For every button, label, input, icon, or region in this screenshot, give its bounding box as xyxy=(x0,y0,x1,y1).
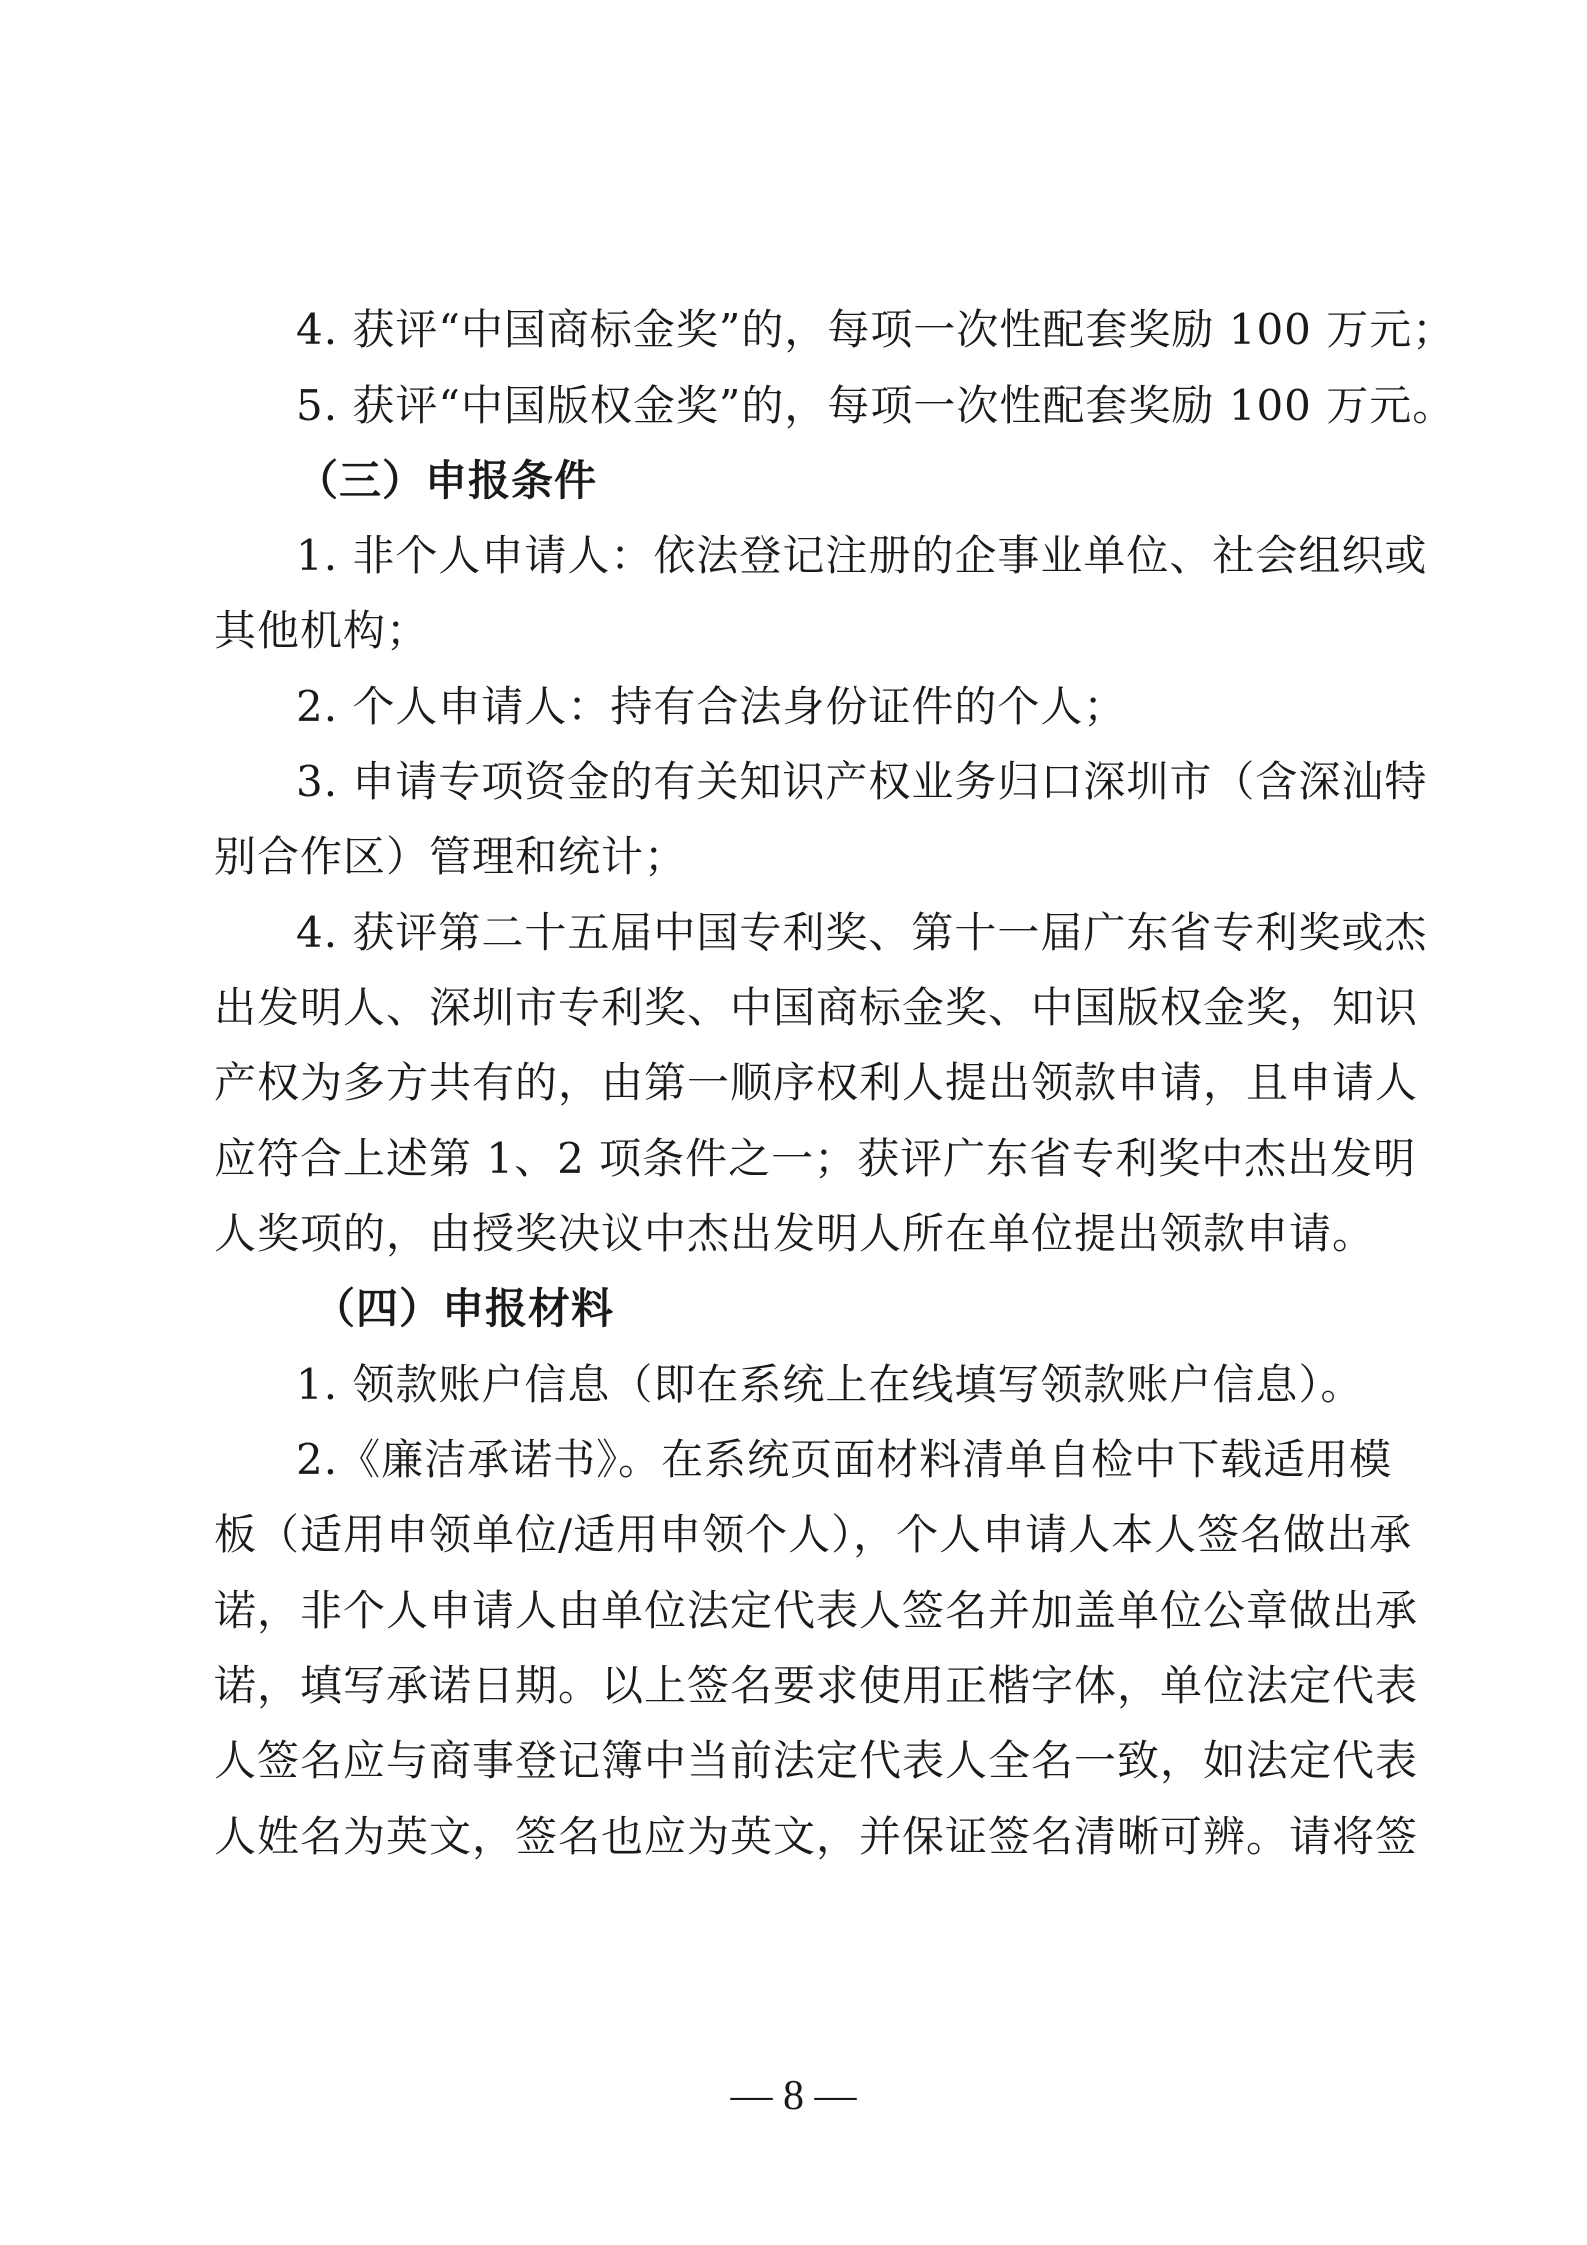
paragraph-line: 产权为多方共有的，由第一顺序权利人提出领款申请，且申请人 xyxy=(214,1058,1419,1107)
paragraph-line: 出发明人、深圳市专利奖、中国商标金奖、中国版权金奖，知识 xyxy=(214,983,1419,1032)
page-number: — 8 — xyxy=(730,2073,857,2119)
paragraph-line: 1. 非个人申请人：依法登记注册的企事业单位、社会组织或 xyxy=(296,531,1428,580)
section-heading: （三）申报条件 xyxy=(296,456,598,505)
section-heading: （四）申报材料 xyxy=(313,1284,615,1333)
paragraph-line: 4. 获评“中国商标金奖”的，每项一次性配套奖励 100 万元； xyxy=(296,305,1456,354)
paragraph-line: 诺，填写承诺日期。以上签名要求使用正楷字体，单位法定代表 xyxy=(214,1661,1419,1710)
paragraph-line: 其他机构； xyxy=(214,606,430,655)
paragraph-line: 人姓名为英文，签名也应为英文，并保证签名清晰可辨。请将签 xyxy=(214,1812,1419,1861)
paragraph-line: 人签名应与商事登记簿中当前法定代表人全名一致，如法定代表 xyxy=(214,1736,1419,1785)
paragraph-line: 板（适用申领单位/适用申领个人），个人申请人本人签名做出承 xyxy=(214,1510,1413,1559)
paragraph-line: 别合作区）管理和统计； xyxy=(214,832,688,881)
paragraph-line: 人奖项的，由授奖决议中杰出发明人所在单位提出领款申请。 xyxy=(214,1209,1376,1258)
paragraph-line: 2.《廉洁承诺书》。在系统页面材料清单自检中下载适用模 xyxy=(296,1435,1393,1484)
paragraph-line: 诺，非个人申请人由单位法定代表人签名并加盖单位公章做出承 xyxy=(214,1586,1419,1635)
paragraph-line: 1. 领款账户信息（即在系统上在线填写领款账户信息）。 xyxy=(296,1360,1364,1409)
paragraph-line: 5. 获评“中国版权金奖”的，每项一次性配套奖励 100 万元。 xyxy=(296,381,1456,430)
paragraph-line: 3. 申请专项资金的有关知识产权业务归口深圳市（含深汕特 xyxy=(296,757,1428,806)
paragraph-line: 应符合上述第 1、2 项条件之一；获评广东省专利奖中杰出发明 xyxy=(214,1134,1417,1183)
paragraph-line: 4. 获评第二十五届中国专利奖、第十一届广东省专利奖或杰 xyxy=(296,908,1428,957)
paragraph-line: 2. 个人申请人：持有合法身份证件的个人； xyxy=(296,682,1127,731)
